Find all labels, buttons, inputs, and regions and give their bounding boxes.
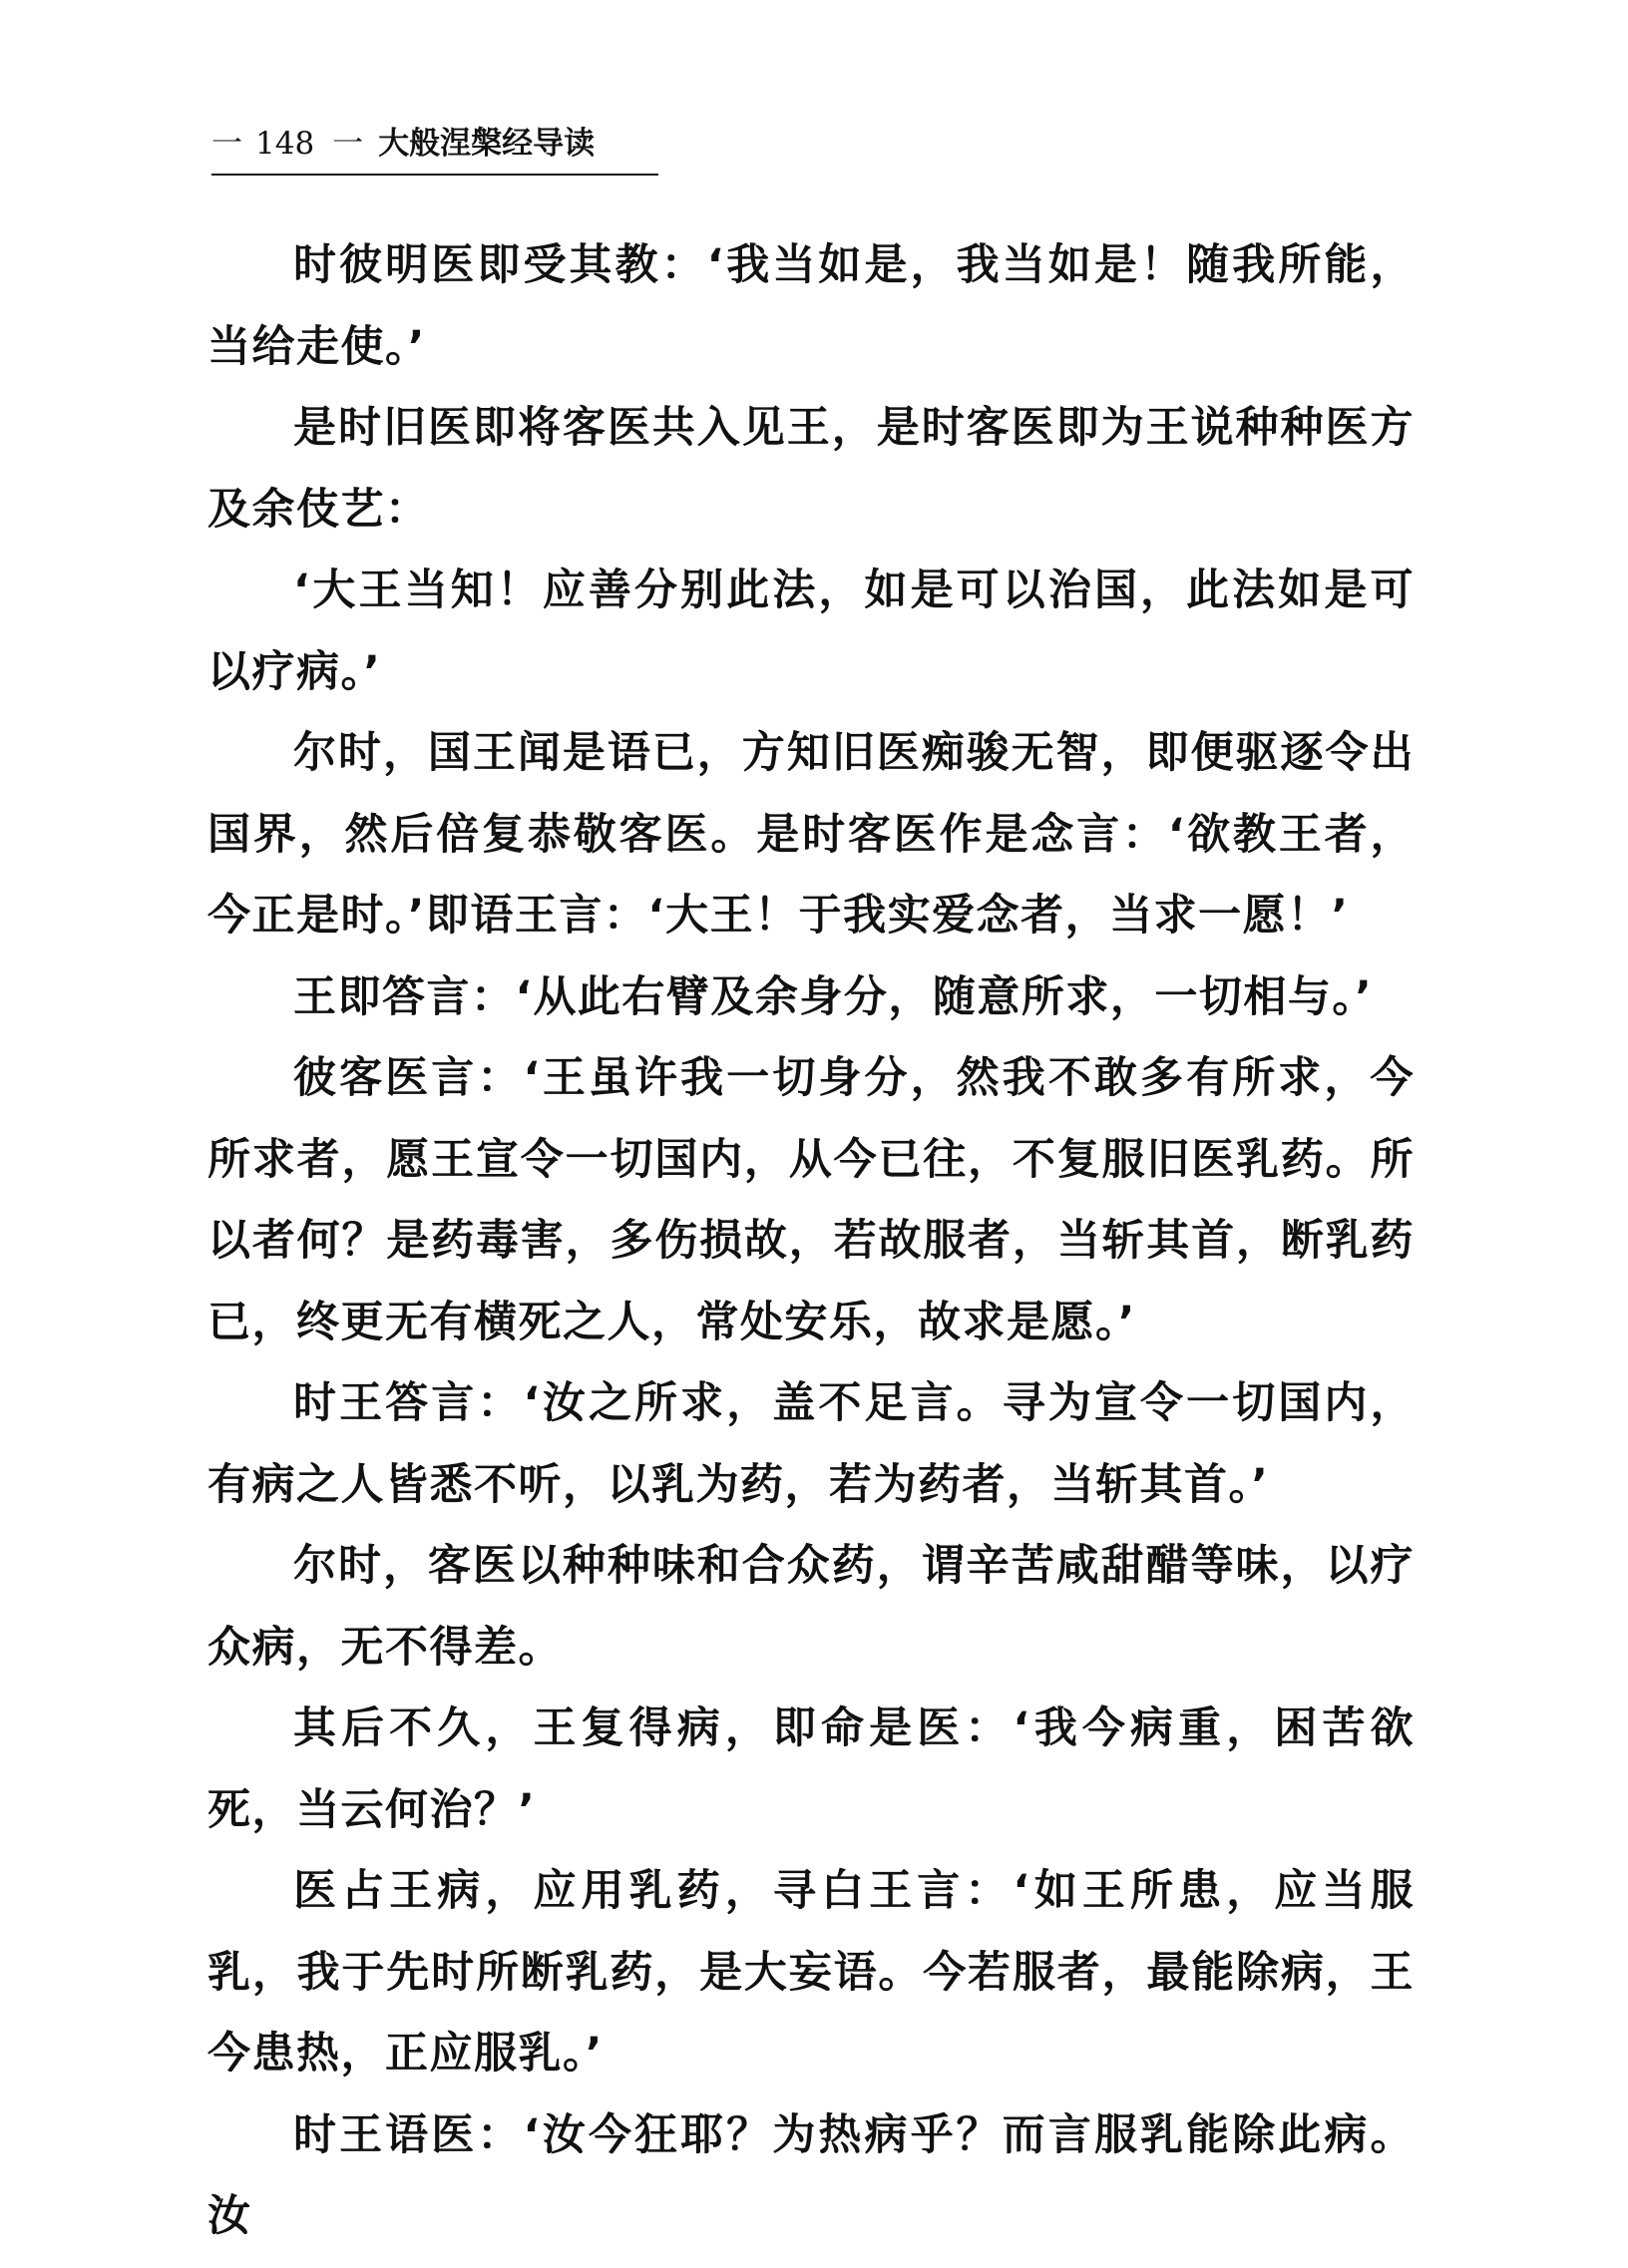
paragraph: 是时旧医即将客医共入见王，是时客医即为王说种种医方及余伎艺： bbox=[207, 403, 1415, 535]
header-dash-right: 一 bbox=[332, 126, 364, 162]
paragraph: 时王答言：‘汝之所求，盖不足言。寻为宣令一切国内，有病之人皆悉不听，以乳为药，若为药者，当斩其首。’ bbox=[207, 1378, 1415, 1510]
book-title: 大般涅槃经导读 bbox=[378, 126, 596, 162]
paragraph: ‘大王当知！应善分别此法，如是可以治国，此法如是可以疗病。’ bbox=[207, 566, 1415, 697]
paragraph: 时彼明医即受其教：‘我当如是，我当如是！随我所能，当给走使。’ bbox=[207, 240, 1415, 372]
page-number: 148 bbox=[255, 126, 315, 162]
running-header bbox=[211, 122, 658, 176]
paragraph: 医占王病，应用乳药，寻白王言：‘如王所患，应当服乳，我于先时所断乳药，是大妄语。今若服者，最能除病，王今患热，正应服乳。’ bbox=[207, 1866, 1415, 2079]
paragraph: 其后不久，王复得病，即命是医：‘我今病重，困苦欲死，当云何治？’ bbox=[207, 1703, 1415, 1835]
header-dash-left: 一 bbox=[211, 126, 242, 162]
paragraph: 尔时，国王闻是语已，方知旧医痴骏无智，即便驱逐令出国界，然后倍复恭敬客医。是时客医作是念言：‘欲教王者，今正是时。’即语王言：‘大王！于我实爱念者，当求一愿！’ bbox=[207, 728, 1415, 941]
paragraph: 王即答言：‘从此右臂及余身分，随意所求，一切相与。’ bbox=[293, 971, 1374, 1022]
paragraph: 时王语医：‘汝今狂耶？为热病乎？而言服乳能除此病。汝 bbox=[207, 2109, 1415, 2241]
paragraph: 尔时，客医以种种味和合众药，谓辛苦咸甜醋等味，以疗众病，无不得差。 bbox=[207, 1541, 1415, 1673]
page-body bbox=[207, 225, 1415, 2258]
paragraph: 彼客医言：‘王虽许我一切身分，然我不敢多有所求，今所求者，愿王宣令一切国内，从今已往，不复服旧医乳药。所以者何？是药毒害，多伤损故，若故服者，当斩其首，断乳药已，终更无有横死之人，常处安乐，故求是愿。’ bbox=[207, 1053, 1415, 1347]
